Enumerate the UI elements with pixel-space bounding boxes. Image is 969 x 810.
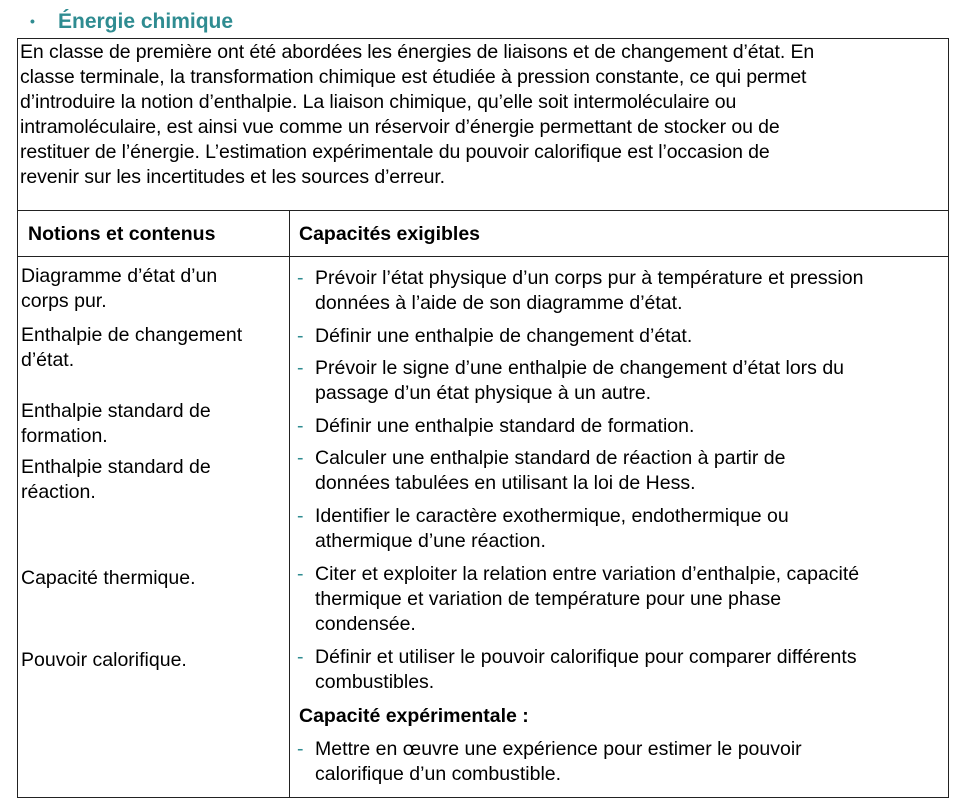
capacity-line: calorifique d’un combustible.: [315, 763, 562, 785]
capacity-line: données tabulées en utilisant la loi de Hess.: [315, 472, 696, 494]
dash-marker: -: [297, 267, 304, 289]
notion-item: [21, 264, 283, 314]
capacity-item: [297, 645, 947, 695]
intro-line: En classe de première ont été abordées les énergies de liaisons et de changement d’état. En: [20, 41, 815, 63]
capacity-item: [297, 446, 947, 496]
experimental-subheader: Capacité expérimentale :: [299, 705, 529, 727]
intro-line: restituer de l’énergie. L’estimation expérimentale du pouvoir calorifique est l’occasion de: [20, 141, 770, 163]
capacity-line: Identifier le caractère exothermique, endothermique ou: [315, 505, 789, 527]
section-heading: [30, 7, 233, 35]
dash-marker: -: [297, 563, 304, 585]
dash-marker: -: [297, 505, 304, 527]
notion-line: corps pur.: [21, 290, 107, 312]
intro-line: revenir sur les incertitudes et les sources d’erreur.: [20, 166, 445, 188]
intro-line: intramoléculaire, est ainsi vue comme un réservoir d’énergie permettant de stocker ou de: [20, 116, 780, 138]
capacity-item: [297, 414, 947, 439]
notion-line: Pouvoir calorifique.: [21, 649, 187, 671]
capacity-line: Calculer une enthalpie standard de réaction à partir de: [315, 447, 786, 469]
capacity-line: athermique d’une réaction.: [315, 530, 546, 552]
dash-marker: -: [297, 415, 304, 437]
dash-marker: -: [297, 738, 304, 760]
section-title: Énergie chimique: [58, 9, 234, 33]
notion-item: [21, 566, 283, 591]
notion-item: [21, 323, 283, 373]
dash-marker: -: [297, 447, 304, 469]
bullet-icon: •: [30, 12, 35, 29]
capacity-line: Définir une enthalpie de changement d’état.: [315, 325, 693, 347]
notion-line: d’état.: [21, 349, 75, 371]
column-header-capacities: Capacités exigibles: [299, 223, 481, 245]
notion-line: Enthalpie de changement: [21, 324, 243, 346]
notion-item: [21, 399, 283, 449]
notion-line: formation.: [21, 425, 108, 447]
intro-line: d’introduire la notion d’enthalpie. La liaison chimique, qu’elle soit intermoléculaire ou: [20, 91, 737, 113]
dash-marker: -: [297, 357, 304, 379]
notion-item: [21, 648, 283, 673]
capacity-line: Citer et exploiter la relation entre variation d’enthalpie, capacité: [315, 563, 860, 585]
capacity-line: passage d’un état physique à un autre.: [315, 382, 652, 404]
table-divider-header: [17, 256, 949, 257]
dash-marker: -: [297, 325, 304, 347]
notion-line: Enthalpie standard de: [21, 456, 211, 478]
capacity-line: Définir et utiliser le pouvoir calorifique pour comparer différents: [315, 646, 857, 668]
capacity-line: thermique et variation de température pour une phase: [315, 588, 782, 610]
capacity-line: Prévoir le signe d’une enthalpie de changement d’état lors du: [315, 357, 845, 379]
capacity-line: Mettre en œuvre une expérience pour estimer le pouvoir: [315, 738, 802, 760]
column-header-notions: Notions et contenus: [28, 223, 216, 245]
capacity-line: données à l’aide de son diagramme d’état.: [315, 292, 683, 314]
intro-line: classe terminale, la transformation chimique est étudiée à pression constante, ce qui permet: [20, 66, 807, 88]
dash-marker: -: [297, 646, 304, 668]
capacity-item: [297, 504, 947, 554]
table-divider-top: [17, 210, 949, 211]
notion-item: [21, 455, 283, 505]
capacity-item: [297, 266, 947, 316]
capacity-item: [297, 356, 947, 406]
capacity-line: condensée.: [315, 613, 416, 635]
table-column-divider: [289, 210, 290, 798]
notion-line: Diagramme d’état d’un: [21, 265, 218, 287]
notion-line: Capacité thermique.: [21, 567, 196, 589]
capacity-line: combustibles.: [315, 671, 435, 693]
notion-line: Enthalpie standard de: [21, 400, 211, 422]
capacity-line: Prévoir l’état physique d’un corps pur à température et pression: [315, 267, 864, 289]
capacity-item: [297, 324, 947, 349]
notion-line: réaction.: [21, 481, 96, 503]
capacity-item-experimental: [297, 737, 947, 787]
capacity-line: Définir une enthalpie standard de formation.: [315, 415, 695, 437]
capacity-item: [297, 562, 947, 637]
intro-paragraph: [20, 40, 948, 190]
